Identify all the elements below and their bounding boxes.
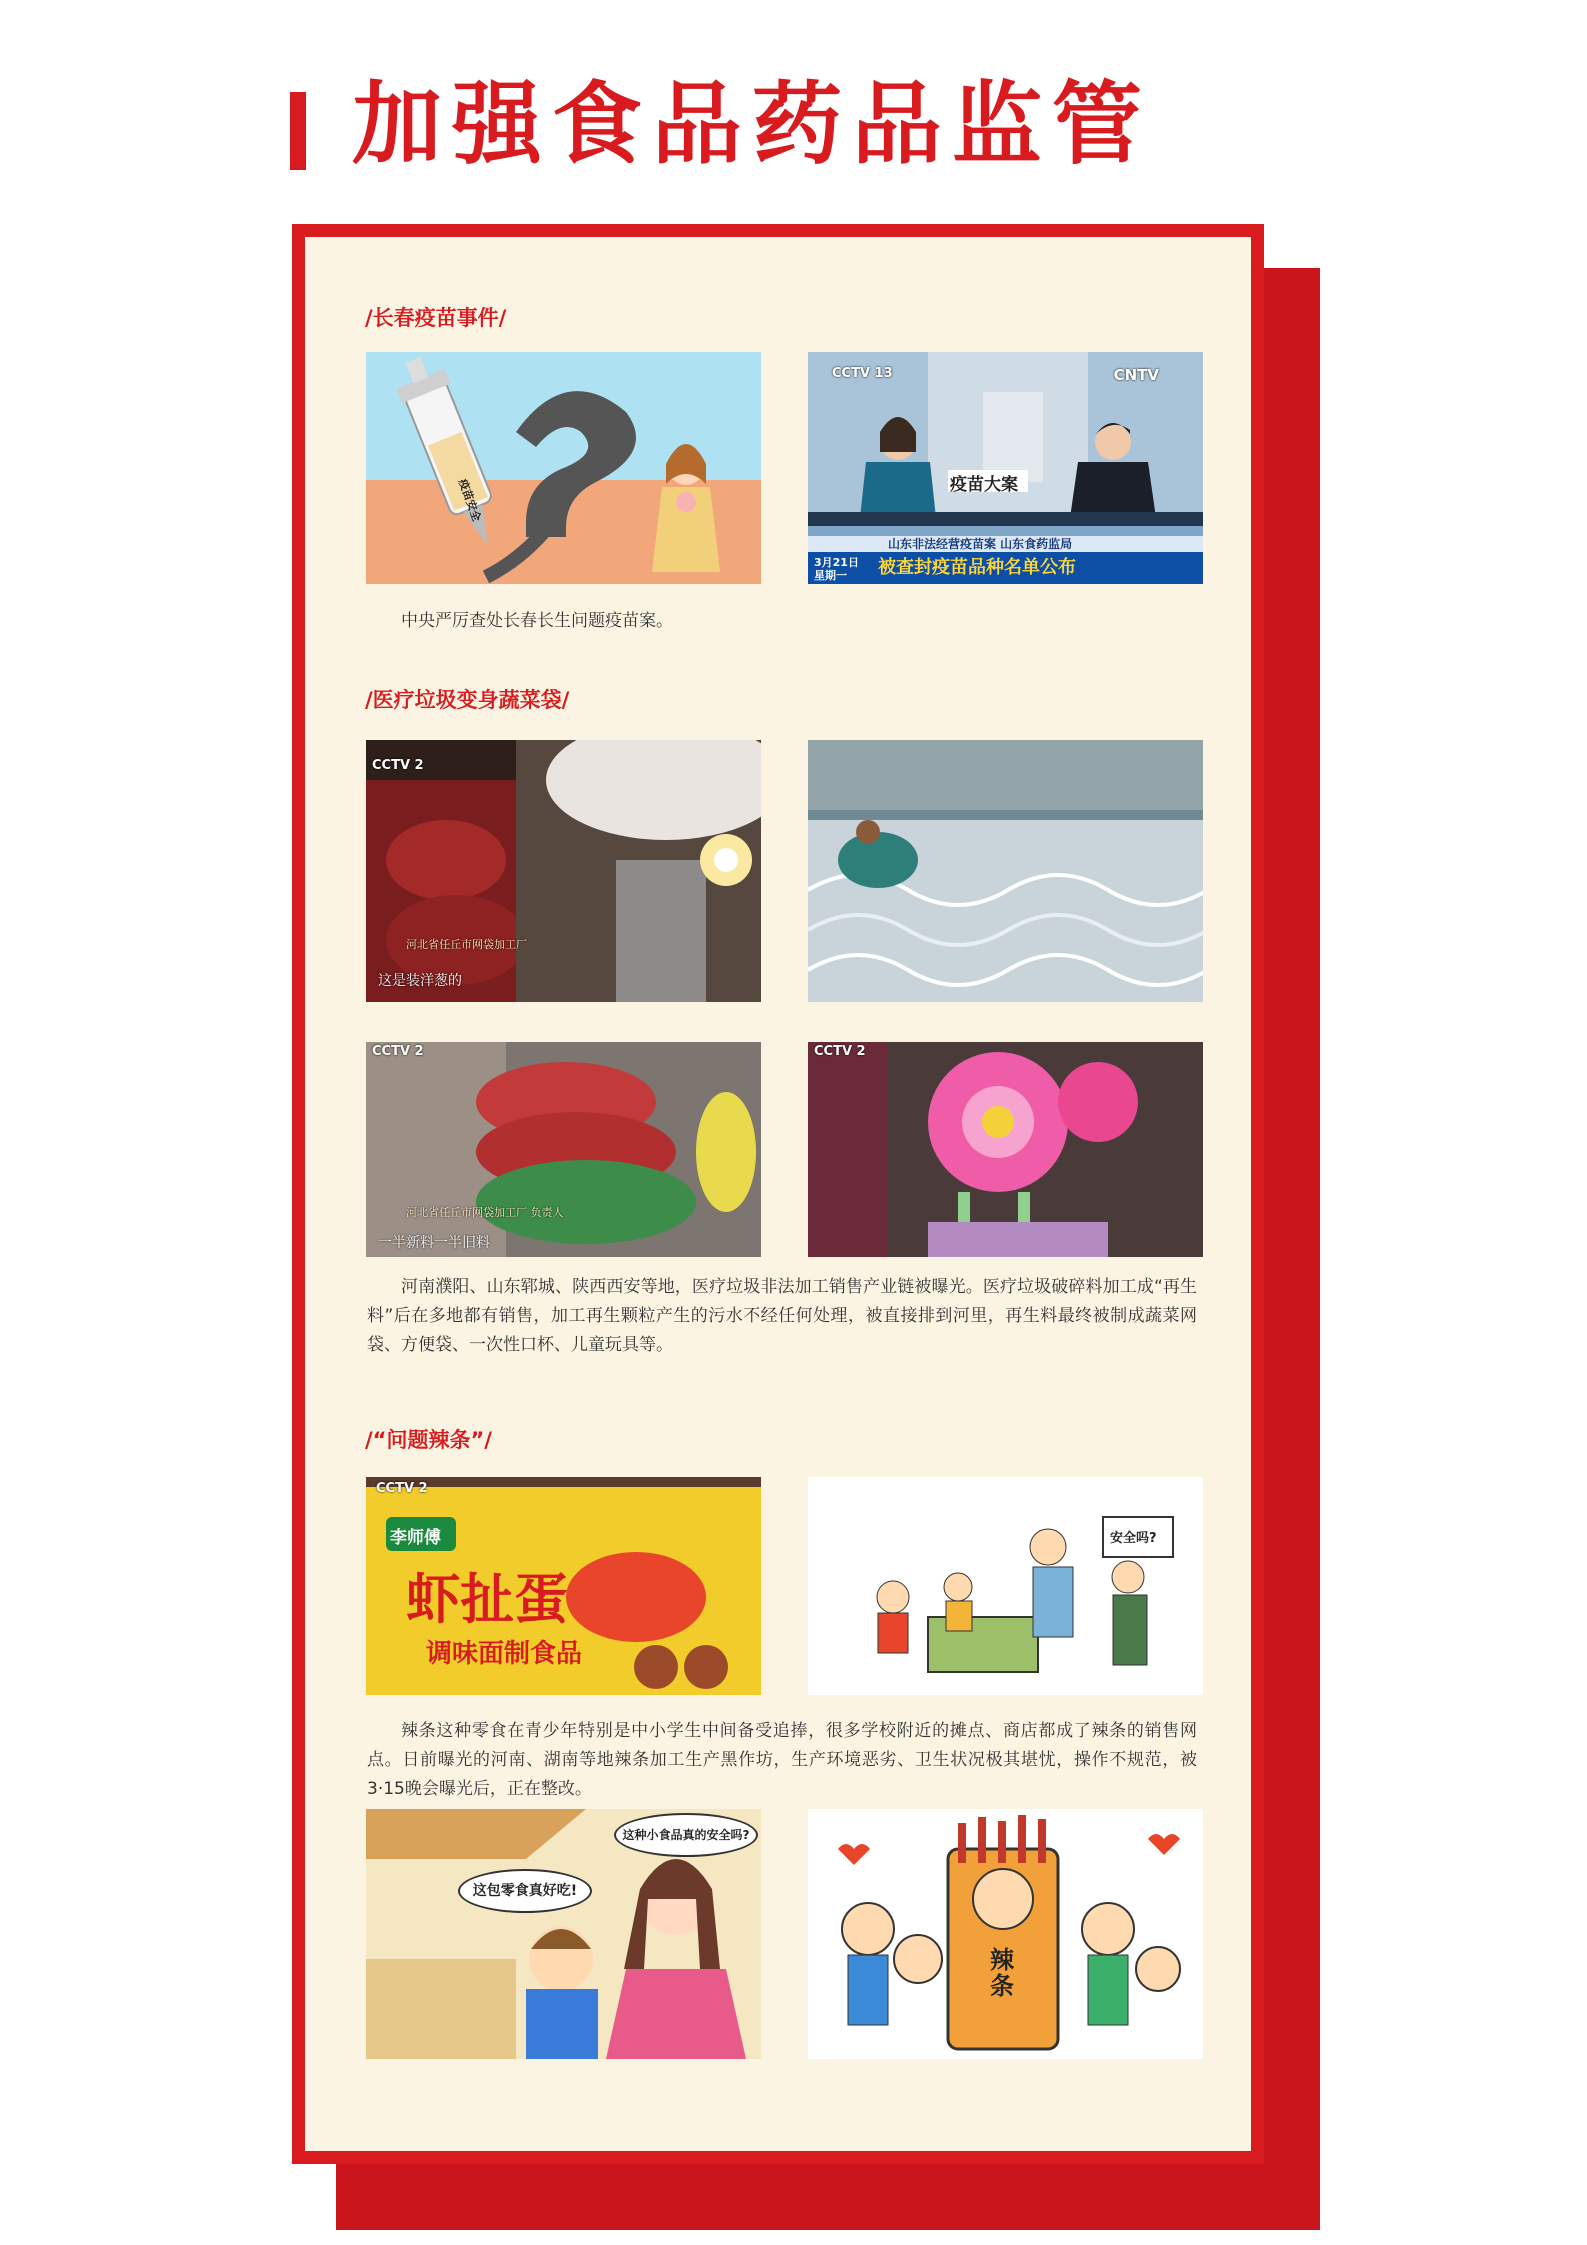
waste-onion-bag-drawing (366, 740, 761, 1002)
latiao-crowd-cartoon (808, 1809, 1203, 2059)
vaccine-cartoon-image (366, 352, 761, 584)
main-frame (292, 224, 1264, 2164)
waste-bags-pile-drawing (366, 1042, 761, 1257)
latiao-package-image (366, 1477, 761, 1695)
vaccine-news-date (814, 556, 878, 582)
waste-toys-image (808, 1042, 1203, 1257)
vaccine-news-date-day: 3月21日 (814, 556, 859, 569)
latiao-vendor-cartoon (808, 1477, 1203, 1695)
vaccine-news-date-weekday: 星期一 (814, 569, 847, 582)
latiao-product-sub: 调味面制食品 (426, 1639, 583, 1669)
waste-img3-channel: CCTV 2 (372, 1044, 424, 1059)
section-heading-vaccine: /长春疫苗事件/ (365, 306, 507, 330)
content-panel (305, 237, 1251, 2151)
latiao-mother-child-cartoon (366, 1809, 761, 2059)
latiao-caption: 辣条这种零食在青少年特别是中小学生中间备受追捧，很多学校附近的摊点、商店都成了辣条的销售网点。日前曝光的河南、湖南等地辣条加工生产黑作坊，生产环境恶劣、卫生状况极其堪忧，操作不规范，被3·15晚会曝光后，正在整改。 (367, 1721, 1197, 1799)
waste-img4-channel: CCTV 2 (814, 1044, 866, 1059)
latiao-bag-label: 辣条 (990, 1946, 1014, 2000)
waste-toys-drawing (808, 1042, 1203, 1257)
vaccine-cartoon-drawing (366, 352, 761, 584)
latiao-crowd-drawing (808, 1809, 1203, 2059)
waste-tubing-drawing (808, 740, 1203, 1002)
waste-img3-lower-third: 河北省任丘市网袋加工厂 负责人 (406, 1206, 564, 1219)
latiao-vendor-drawing (808, 1477, 1203, 1695)
title-accent-bar (290, 92, 306, 170)
latiao-kid-speech-bubble: 这包零食真好吃! (458, 1869, 592, 1913)
section-heading-latiao: /“问题辣条”/ (365, 1428, 492, 1452)
section-heading-medical-waste: /医疗垃圾变身蔬菜袋/ (365, 688, 570, 712)
latiao-vendor-sign: 安全吗? (1110, 1531, 1157, 1546)
vaccine-news-ticker-top: 山东非法经营疫苗案 山东食药监局 (808, 536, 1203, 552)
latiao-product-name: 虾扯蛋 (406, 1568, 568, 1631)
waste-onion-bag-image (366, 740, 761, 1002)
vaccine-news-logo: CNTV (1113, 366, 1159, 384)
waste-tubing-image (808, 740, 1203, 1002)
medical-waste-caption: 河南濮阳、山东郓城、陕西西安等地，医疗垃圾非法加工销售产业链被曝光。医疗垃圾破碎料加工成“再生料”后在多地都有销售，加工再生颗粒产生的污水不经任何处理，被直接排到河里，再生料最终被制成蔬菜网袋、方便袋、一次性口杯、儿童玩具等。 (367, 1277, 1197, 1355)
vaccine-news-headline: 疫苗大案 (950, 475, 1018, 495)
vaccine-safety-label: 疫苗安全 (455, 477, 484, 524)
waste-img1-subtitle: 这是装洋葱的 (378, 973, 462, 989)
waste-img1-channel: CCTV 2 (372, 758, 424, 773)
latiao-brand: 李师傅 (390, 1528, 441, 1548)
latiao-img1-channel: CCTV 2 (376, 1481, 428, 1496)
waste-img3-subtitle: 一半新料一半旧料 (378, 1235, 490, 1251)
vaccine-news-channel: CCTV 13 (832, 366, 893, 381)
waste-img1-lower-third: 河北省任丘市网袋加工厂 (406, 938, 527, 951)
vaccine-news-ticker-main: 被查封疫苗品种名单公布 (808, 552, 1203, 584)
waste-bags-pile-image (366, 1042, 761, 1257)
vaccine-news-image (808, 352, 1203, 584)
vaccine-caption: 中央严厉查处长春长生问题疫苗案。 (401, 611, 673, 631)
latiao-mom-speech-bubble: 这种小食品真的安全吗? (614, 1813, 758, 1857)
page-title: 加强食品药品监管 (352, 72, 1152, 177)
